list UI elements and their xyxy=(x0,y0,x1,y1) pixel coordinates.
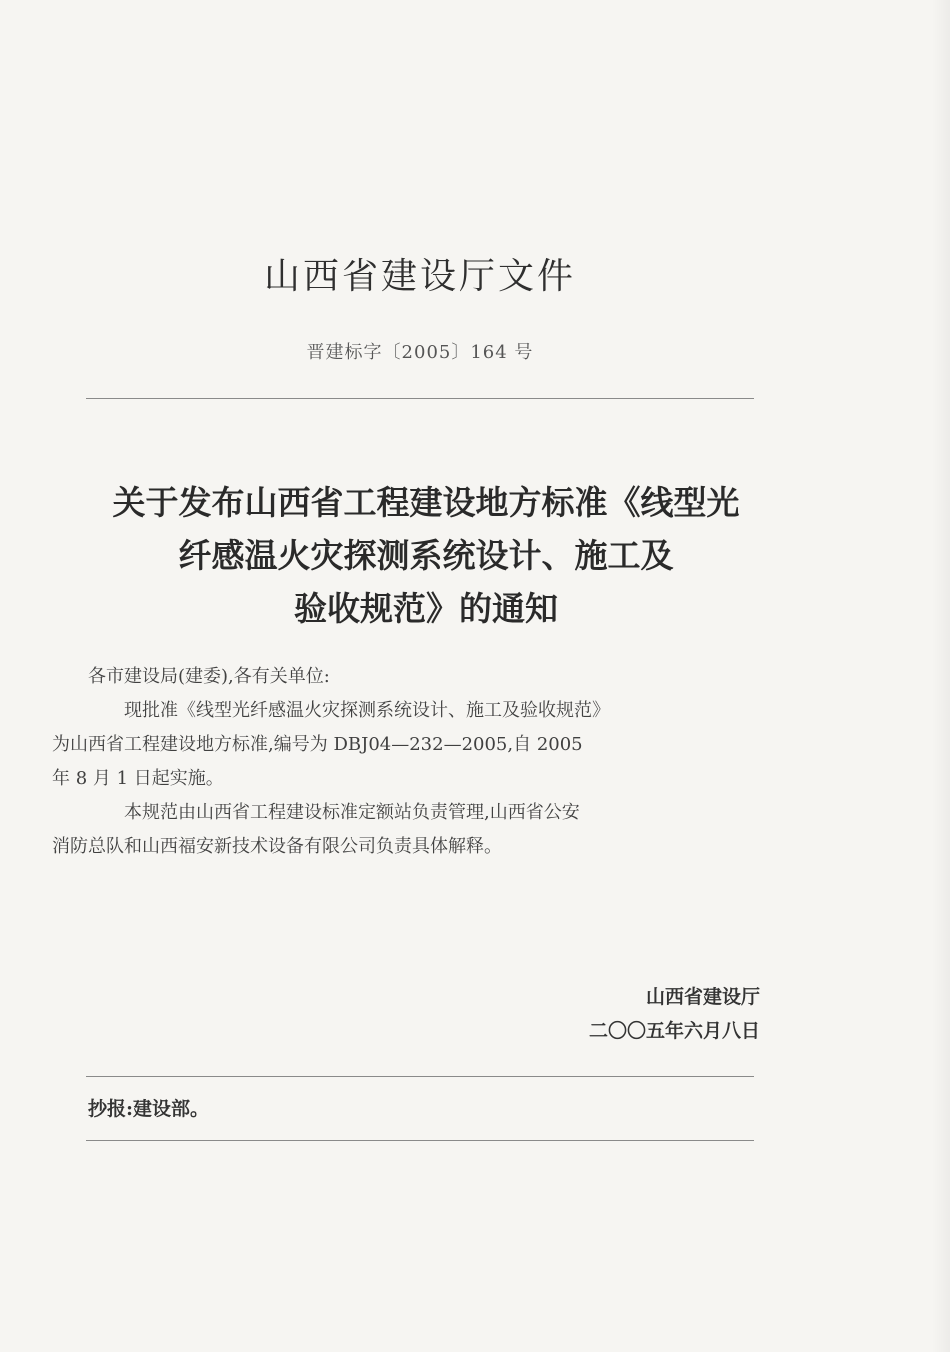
document-number: 晋建标字〔2005〕164 号 xyxy=(306,342,534,363)
notice-body xyxy=(52,660,768,864)
salutation: 各市建设局(建委),各有关单位: xyxy=(88,666,330,687)
paragraph-approval xyxy=(52,694,768,796)
notice-title-line: 纤感温火灾探测系统设计、施工及 xyxy=(178,536,674,575)
issuer-name: 山西省建设厅 xyxy=(645,986,760,1008)
issue-date: 二〇〇五年六月八日 xyxy=(588,1020,760,1042)
cc-line: 抄报:建设部。 xyxy=(88,1098,210,1120)
paragraph-line: 现批准《线型光纤感温火灾探测系统设计、施工及验收规范》 xyxy=(124,700,610,721)
paragraph-line: 年 8 月 1 日起实施。 xyxy=(52,768,224,789)
document-header-title: 山西省建设厅文件 xyxy=(263,256,576,297)
header-divider xyxy=(86,398,754,399)
paragraph-line: 为山西省工程建设地方标准,编号为 DBJ04—232—2005,自 2005 xyxy=(52,734,583,755)
paragraph-line: 本规范由山西省工程建设标准定额站负责管理,山西省公安 xyxy=(124,802,580,823)
notice-title-line: 验收规范》的通知 xyxy=(294,589,558,628)
notice-title xyxy=(86,476,766,635)
page-edge-shadow xyxy=(932,0,950,1352)
paragraph-management xyxy=(52,796,768,864)
paragraph-line: 消防总队和山西福安新技术设备有限公司负责具体解释。 xyxy=(52,836,502,857)
cc-divider-top xyxy=(86,1076,754,1077)
signature-block xyxy=(540,980,760,1048)
notice-title-line: 关于发布山西省工程建设地方标准《线型光 xyxy=(112,483,740,522)
cc-divider-bottom xyxy=(86,1140,754,1141)
